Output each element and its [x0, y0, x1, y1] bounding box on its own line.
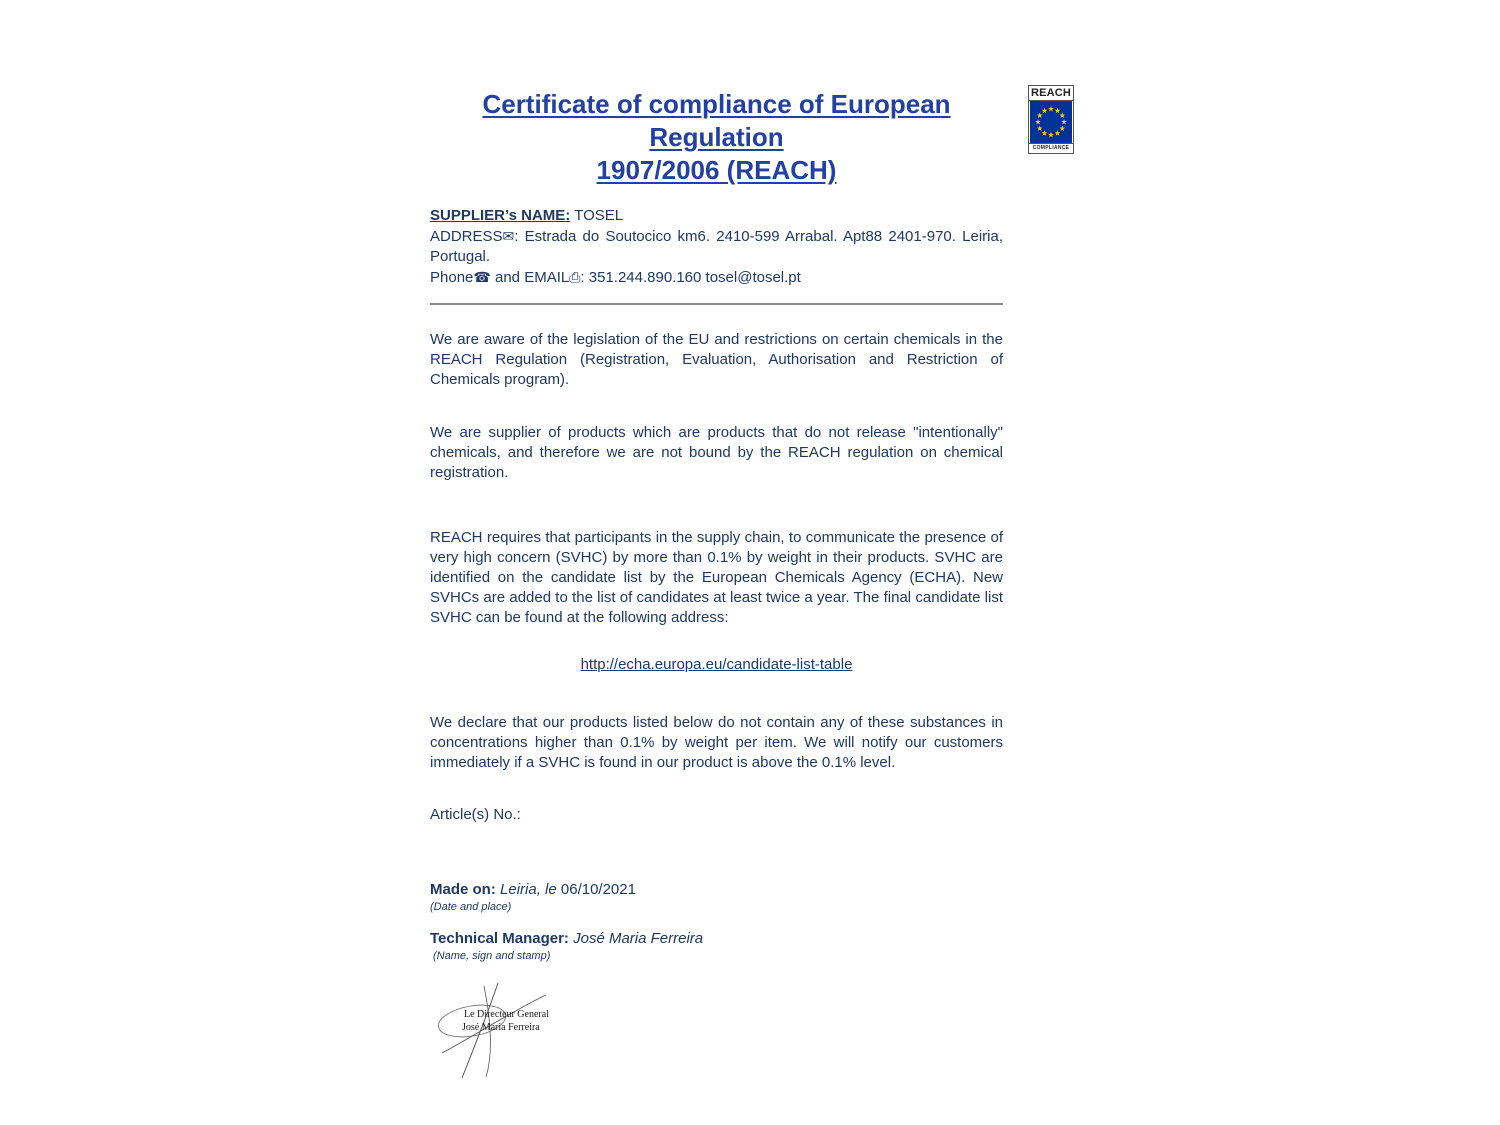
supplier-address-line [430, 226, 1003, 267]
signature-title-text: Le Directeur General [464, 1009, 549, 1020]
technical-manager-label: Technical Manager: [430, 930, 569, 947]
signature-name-text: José Maria Ferreira [462, 1022, 540, 1033]
supplier-block [430, 206, 1003, 288]
made-on-date: 06/10/2021 [560, 881, 636, 898]
page-title [430, 88, 1003, 187]
signature-block [434, 981, 584, 1086]
reach-logo-title: REACH [1030, 87, 1072, 99]
envelope-icon: ✉ [502, 228, 515, 244]
paragraph-eu-legislation: We are aware of the legislation of the EU and restrictions on certain chemicals in the REACH Regulation (Registration, Evaluation, Authorisation and Restriction of Chemicals program). [430, 331, 1003, 388]
phone-label: Phone [430, 269, 474, 286]
page-title-line2: 1907/2006 (REACH) [596, 155, 837, 185]
supplier-name-line [430, 206, 1003, 226]
technical-manager-line [430, 929, 1003, 949]
contact-value: : 351.244.890.160 tosel@tosel.pt [580, 269, 801, 286]
technical-manager-name: José Maria Ferreira [573, 930, 704, 947]
supplier-name-label: SUPPLIER’s NAME: [430, 207, 571, 224]
paragraph-declaration: We declare that our products listed below do not contain any of these substances in concentrations higher than 0.1% by weight per item. We will notify our customers immediately if a SVHC is found in our product is above the 0.1% level. [430, 714, 1003, 771]
phone-icon: ☎ [473, 269, 491, 285]
eu-flag-icon [1029, 101, 1073, 143]
made-on-line [430, 880, 1003, 900]
date-place-caption: (Date and place) [430, 901, 512, 913]
paragraph-supplier-status: We are supplier of products which are products that do not release "intentionally" chemicals, and therefore we are not bound by the REACH regulation on chemical registration. [430, 424, 1003, 481]
supplier-contact-line [430, 267, 1003, 288]
email-label: and EMAIL [490, 269, 570, 286]
made-on-label: Made on: [430, 881, 496, 898]
made-on-place: Leiria, le [500, 881, 557, 898]
paragraph-reach-requirements: REACH requires that participants in the supply chain, to communicate the presence of very high concern (SVHC) by more than 0.1% by weight in their products. SVHC are identified on the candidate list by the European Chemicals Agency (ECHA). New SVHCs are added to the list of candidates at least twice a year. The final candidate list SVHC can be found at the following address: [430, 529, 1003, 626]
name-sign-caption: (Name, sign and stamp) [433, 950, 551, 962]
reach-logo-caption: COMPLIANCE [1029, 143, 1073, 153]
page-title-line1: Certificate of compliance of European Regulation [482, 89, 951, 152]
document-body [430, 0, 1003, 1086]
supplier-name-value: TOSEL [574, 207, 624, 224]
reach-compliance-logo [1028, 85, 1074, 154]
article-number-label: Article(s) No.: [430, 806, 521, 823]
candidate-list-link[interactable]: http://echa.europa.eu/candidate-list-table [580, 656, 853, 673]
address-label: ADDRESS [430, 228, 503, 245]
section-divider [430, 303, 1003, 305]
fax-icon: ⎙ [569, 269, 581, 285]
candidate-list-link-row [430, 655, 1003, 675]
address-value: : Estrada do Soutocico km6. 2410-599 Arrabal. Apt88 2401-970. Leiria, Portugal. [430, 228, 1003, 265]
